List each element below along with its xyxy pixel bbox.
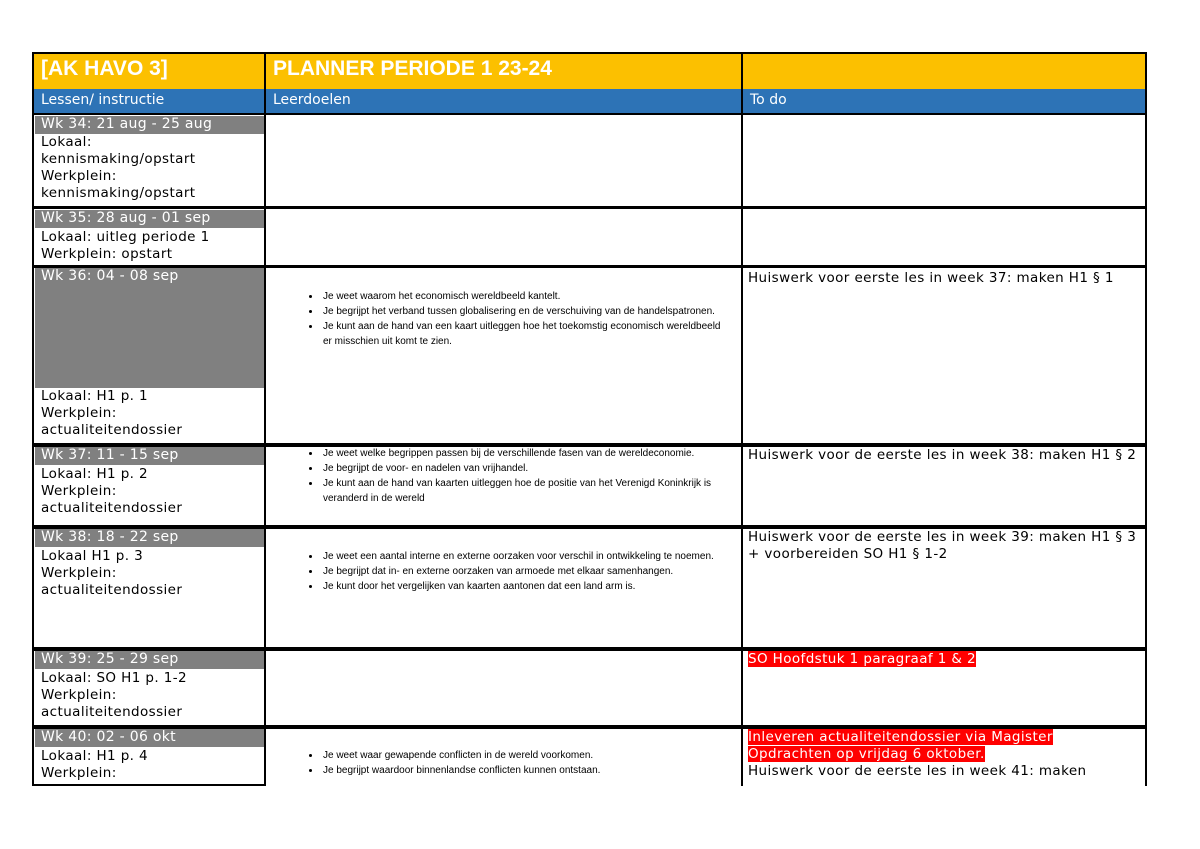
lesson-line: Werkplein: <box>41 765 117 781</box>
goal-item: • Je weet waarom het economisch wereldbeeld kantelt. <box>321 289 730 304</box>
week-36-goals <box>265 289 742 349</box>
column-header-lessons <box>33 89 265 113</box>
week-label: Wk 39: 25 - 29 sep <box>41 651 179 667</box>
lesson-line: actualiteitendossier <box>41 704 183 720</box>
goal-item: • Je weet een aantal interne en externe oorzaken voor verschil in ontwikkeling te noemen. <box>321 549 730 564</box>
week-label: Wk 38: 18 - 22 sep <box>41 529 179 545</box>
header-title <box>265 54 742 89</box>
week-label: Wk 36: 04 - 08 sep <box>41 268 179 284</box>
week-38-todo <box>742 529 1146 563</box>
lesson-line: Werkplein: <box>41 168 117 184</box>
goal-item: • Je begrijpt het verband tussen globalisering en de verschuiving van de handelspatronen. <box>321 304 730 319</box>
lesson-line: Werkplein: <box>41 405 117 421</box>
lesson-line: Lokaal: H1 p. 1 <box>41 388 149 404</box>
lesson-line: actualiteitendossier <box>41 582 183 598</box>
todo-text: Huiswerk voor de eerste les in week 39: maken H1 § 3 + voorbereiden SO H1 § 1-2 <box>748 529 1137 562</box>
header-empty <box>742 54 1146 89</box>
lesson-line: kennismaking/opstart <box>41 185 196 201</box>
row-divider-37 <box>32 443 1147 447</box>
week-36-todo <box>742 270 1146 287</box>
week-header-37 <box>35 447 265 465</box>
lesson-line: Werkplein: <box>41 687 117 703</box>
goal-item: • Je kunt aan de hand van een kaart uitleggen hoe het toekomstig economisch wereldbeeld er misschien uit komt te zien. <box>321 319 730 349</box>
table-border-left <box>32 52 34 786</box>
goal-item: • Je weet welke begrippen passen bij de verschillende fasen van de wereldeconomie. <box>321 446 722 461</box>
table-border-bottom <box>32 784 266 786</box>
week-40-goals <box>265 748 742 778</box>
lesson-line: Lokaal: H1 p. 4 <box>41 748 149 764</box>
column-divider-1 <box>264 52 266 786</box>
lesson-line: Werkplein: opstart <box>41 246 173 262</box>
week-38-goals <box>265 549 742 594</box>
goal-item: • Je begrijpt de voor- en nadelen van vrijhandel. <box>321 461 722 476</box>
row-divider-39 <box>32 647 1147 651</box>
lesson-line: actualiteitendossier <box>41 500 183 516</box>
week-header-39 <box>35 651 265 669</box>
week-header-36 <box>35 268 265 388</box>
todo-text: Huiswerk voor de eerste les in week 38: maken H1 § 2 <box>748 447 1137 463</box>
row-divider-40 <box>32 725 1147 729</box>
week-label: Wk 40: 02 - 06 okt <box>41 729 176 745</box>
lesson-line: Lokaal: uitleg periode 1 <box>41 229 210 245</box>
lesson-line: Lokaal: H1 p. 2 <box>41 466 149 482</box>
goal-item: • Je kunt door het vergelijken van kaarten aantonen dat een land arm is. <box>321 579 730 594</box>
week-header-38 <box>35 529 265 547</box>
lesson-line: Werkplein: <box>41 483 117 499</box>
row-divider-35 <box>32 206 1147 209</box>
week-header-35 <box>35 210 265 228</box>
week-37-todo <box>742 447 1146 464</box>
lesson-line: Werkplein: <box>41 565 117 581</box>
table-border-right <box>1145 52 1147 786</box>
week-37-goals <box>265 446 742 506</box>
week-40-todo <box>742 729 1146 780</box>
column-label-goals: Leerdoelen <box>273 92 351 108</box>
week-label: Wk 37: 11 - 15 sep <box>41 447 179 463</box>
todo-text: Huiswerk voor de eerste les in week 41: maken <box>748 763 1087 779</box>
column-header-todo <box>742 89 1146 113</box>
planner-title: PLANNER PERIODE 1 23-24 <box>273 57 552 80</box>
lesson-line: actualiteitendossier <box>41 422 183 438</box>
table-border-top <box>32 52 1147 54</box>
column-label-lessons: Lessen/ instructie <box>41 92 165 108</box>
week-40-lessons <box>35 748 265 782</box>
week-37-lessons <box>35 466 265 517</box>
column-header-goals <box>265 89 742 113</box>
todo-text-highlighted: Opdrachten op vrijdag 6 oktober. <box>748 746 985 762</box>
goal-item: • Je weet waar gewapende conflicten in de wereld voorkomen. <box>321 748 730 763</box>
week-39-todo <box>742 651 1146 668</box>
week-header-34 <box>35 116 265 134</box>
lesson-line: Lokaal: SO H1 p. 1-2 <box>41 670 187 686</box>
lesson-line: kennismaking/opstart <box>41 151 196 167</box>
week-36-lessons <box>35 388 265 439</box>
header-course <box>33 54 265 89</box>
week-34-lessons <box>35 134 265 202</box>
week-label: Wk 35: 28 aug - 01 sep <box>41 210 211 226</box>
lesson-line: Lokaal H1 p. 3 <box>41 548 144 564</box>
week-35-lessons <box>35 229 265 263</box>
week-label: Wk 34: 21 aug - 25 aug <box>41 116 213 132</box>
course-label: [AK HAVO 3] <box>41 57 168 80</box>
todo-text-highlighted: Inleveren actualiteitendossier via Magister <box>748 729 1053 745</box>
todo-text: Huiswerk voor eerste les in week 37: maken H1 § 1 <box>748 270 1114 286</box>
header-row-divider <box>32 113 1147 115</box>
column-label-todo: To do <box>750 92 787 108</box>
goal-item: • Je begrijpt waardoor binnenlandse conflicten kunnen ontstaan. <box>321 763 730 778</box>
goal-item: • Je kunt aan de hand van kaarten uitleggen hoe de positie van het Verenigd Koninkrijk is veranderd in de wereld <box>321 476 722 506</box>
week-38-lessons <box>35 548 265 599</box>
todo-text-highlighted: SO Hoofdstuk 1 paragraaf 1 & 2 <box>748 651 977 667</box>
column-divider-2 <box>741 52 743 786</box>
week-header-40 <box>35 729 265 747</box>
row-divider-38 <box>32 525 1147 529</box>
lesson-line: Lokaal: <box>41 134 92 150</box>
goal-item: • Je begrijpt dat in- en externe oorzaken van armoede met elkaar samenhangen. <box>321 564 730 579</box>
week-39-lessons <box>35 670 265 721</box>
row-divider-36 <box>32 265 1147 268</box>
